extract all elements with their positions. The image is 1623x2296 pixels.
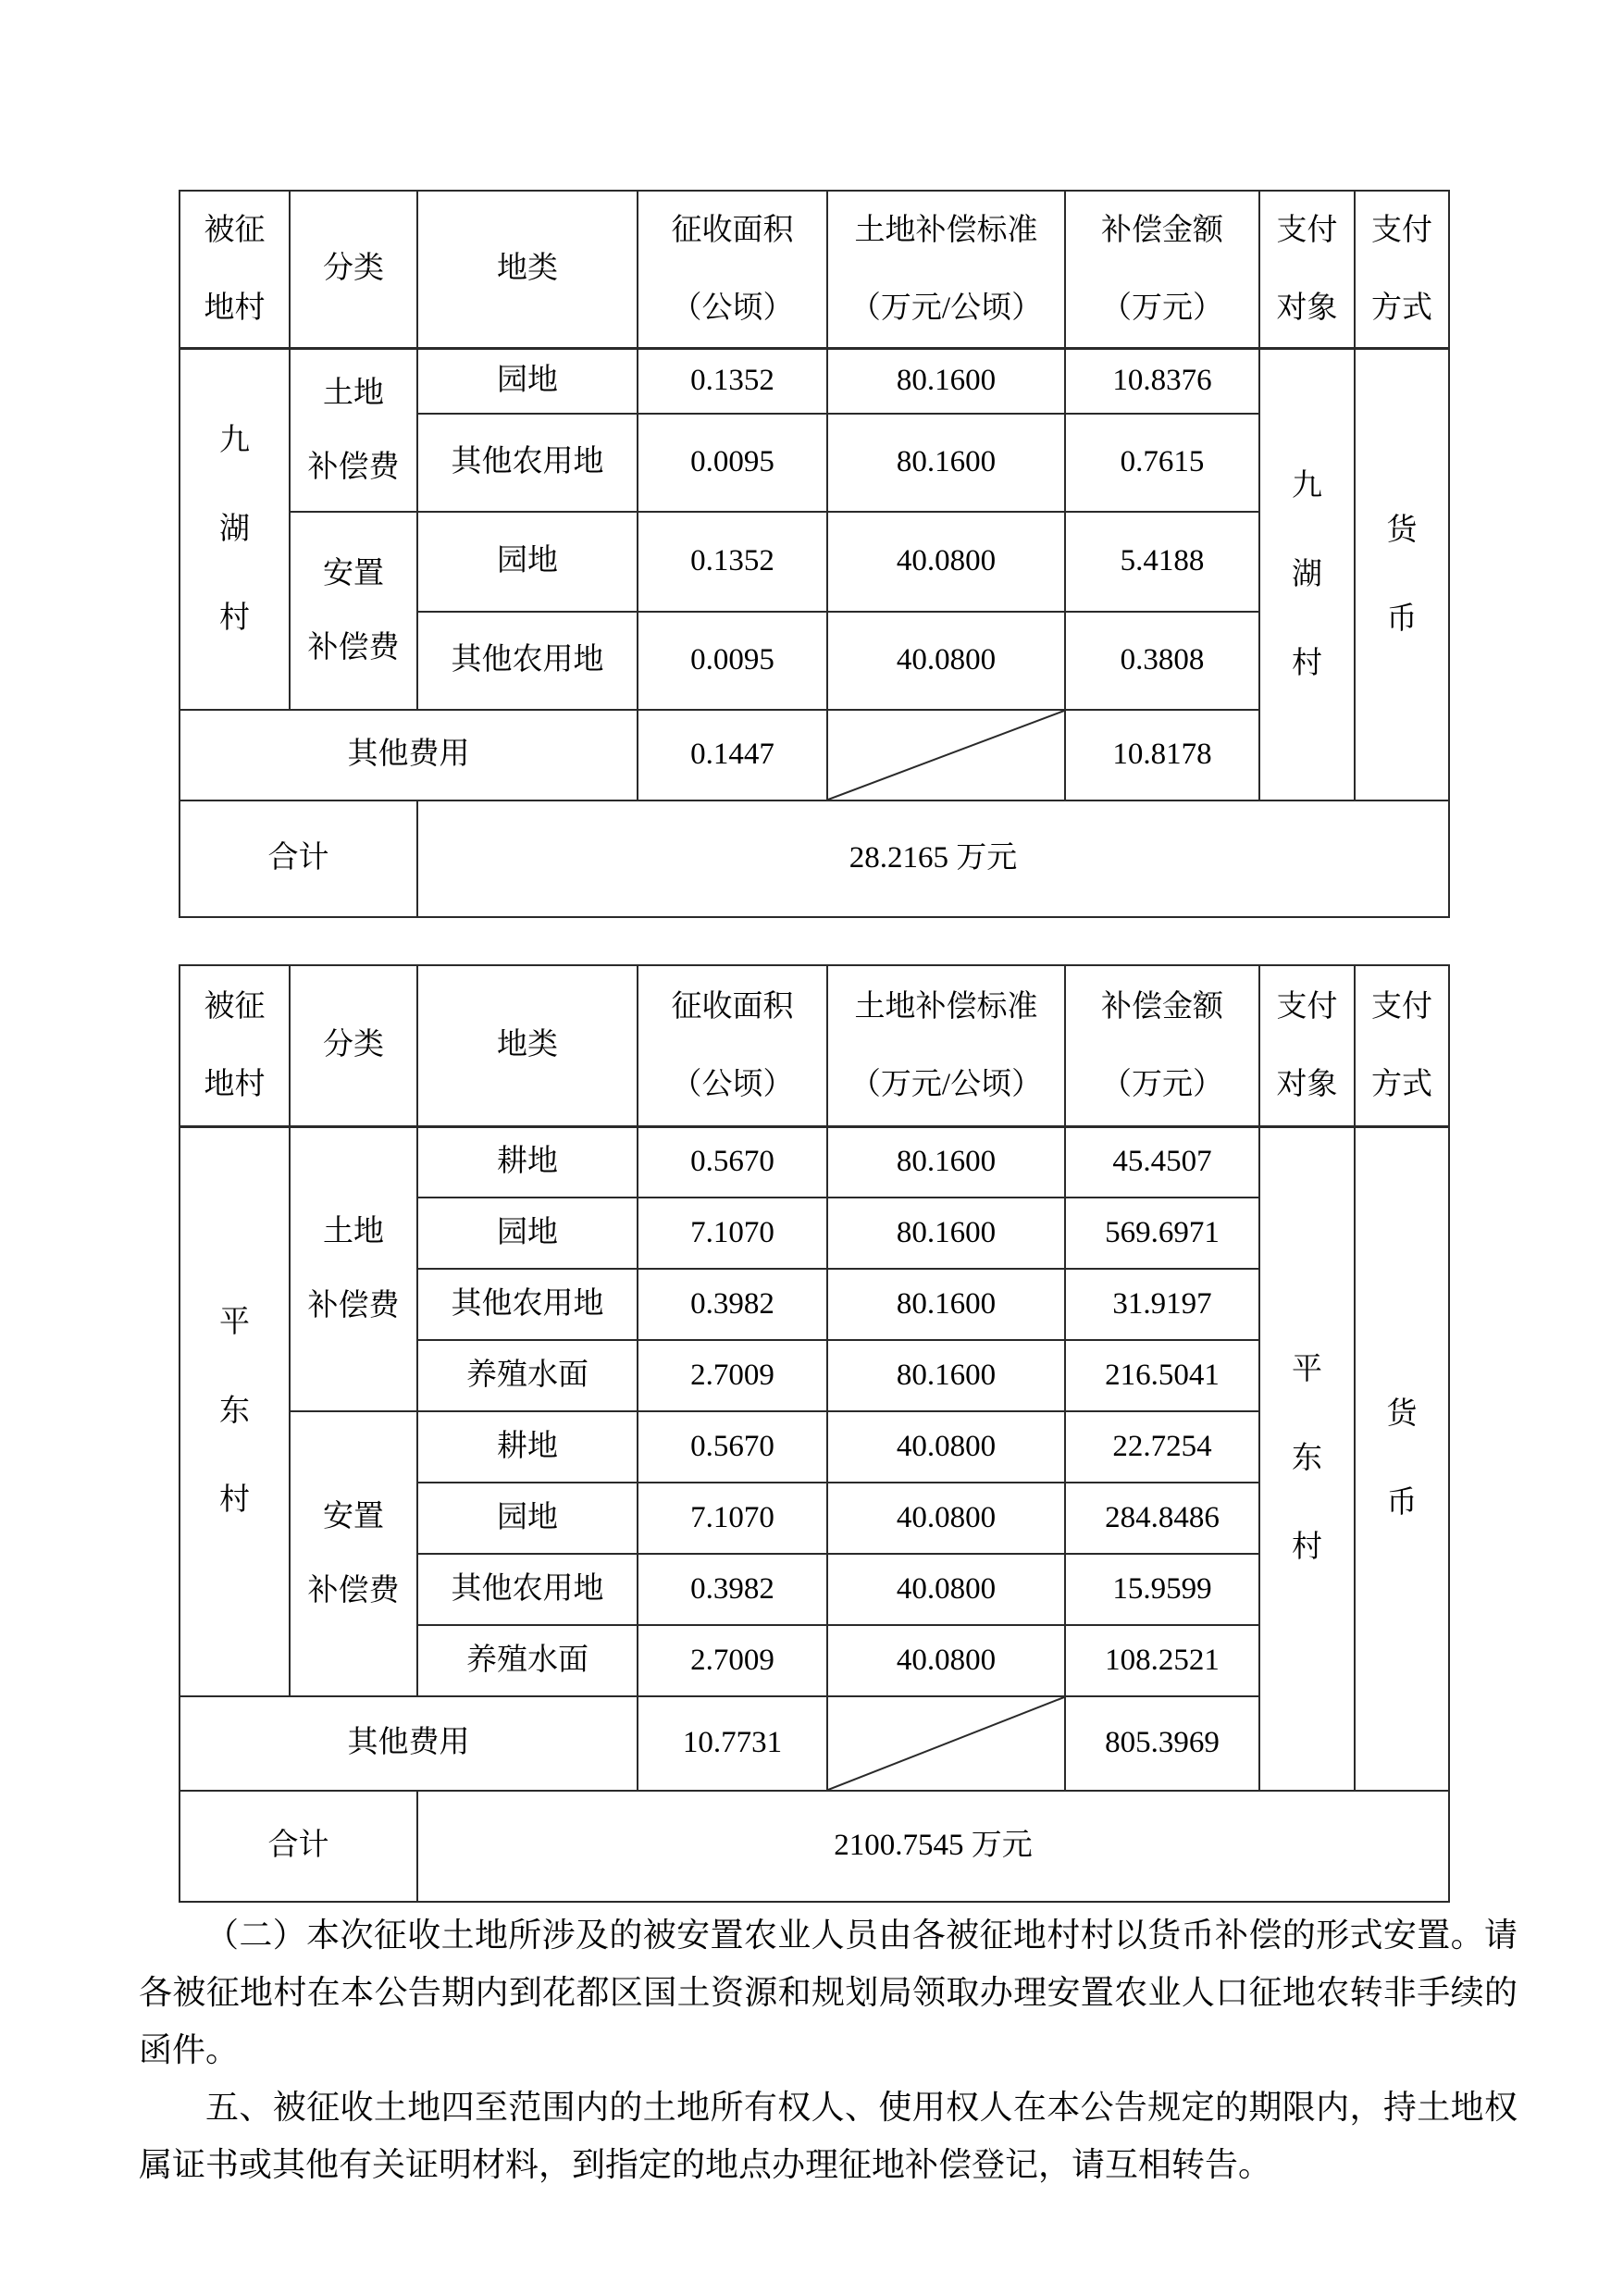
standard-cell: 40.0800 [827, 512, 1065, 612]
header-area: 征收面积 （公顷） [638, 965, 827, 1126]
diagonal-slash-cell [827, 1696, 1065, 1791]
village-name-cell: 平 东 村 [180, 1126, 290, 1696]
standard-cell: 80.1600 [827, 1198, 1065, 1269]
land-type-cell: 养殖水面 [417, 1340, 638, 1411]
area-cell: 7.1070 [638, 1483, 827, 1554]
standard-cell: 40.0800 [827, 1483, 1065, 1554]
area-cell: 7.1070 [638, 1198, 827, 1269]
diagonal-slash [828, 1697, 1064, 1790]
amount-cell: 284.8486 [1065, 1483, 1259, 1554]
standard-cell: 80.1600 [827, 349, 1065, 414]
table-header-row [180, 191, 1449, 349]
village-name-cell: 九 湖 村 [180, 349, 290, 710]
total-value: 2100.7545 万元 [417, 1791, 1449, 1902]
land-type-cell: 其他农用地 [417, 414, 638, 512]
area-cell: 0.0095 [638, 612, 827, 710]
other-fee-area: 10.7731 [638, 1696, 827, 1791]
area-cell: 0.0095 [638, 414, 827, 512]
payee-cell: 平 东 村 [1259, 1126, 1355, 1791]
header-amount: 补偿金额 （万元） [1065, 965, 1259, 1126]
area-cell: 0.5670 [638, 1411, 827, 1483]
amount-cell: 15.9599 [1065, 1554, 1259, 1625]
payment-method-cell: 货 币 [1355, 349, 1449, 800]
compensation-table-pingdong [179, 964, 1450, 1903]
payment-method-cell: 货 币 [1355, 1126, 1449, 1791]
amount-cell: 5.4188 [1065, 512, 1259, 612]
header-category: 分类 [290, 191, 417, 349]
paragraph-registration-notice: 五、被征收土地四至范围内的土地所有权人、使用权人在本公告规定的期限内，持土地权属证书或其他有关证明材料，到指定的地点办理征地补偿登记，请互相转告。 [139, 2089, 1518, 2183]
header-category: 分类 [290, 965, 417, 1126]
header-area: 征收面积 （公顷） [638, 191, 827, 349]
header-village: 被征 地村 [180, 965, 290, 1126]
category-resettlement: 安置 补偿费 [290, 1411, 417, 1696]
area-cell: 2.7009 [638, 1340, 827, 1411]
land-type-cell: 园地 [417, 1483, 638, 1554]
payee-cell: 九 湖 村 [1259, 349, 1355, 800]
standard-cell: 40.0800 [827, 1411, 1065, 1483]
other-fee-label: 其他费用 [180, 1696, 638, 1791]
land-type-cell: 园地 [417, 1198, 638, 1269]
other-fee-area: 0.1447 [638, 710, 827, 800]
land-type-cell: 耕地 [417, 1126, 638, 1198]
header-standard: 土地补偿标准 （万元/公顷） [827, 965, 1065, 1126]
land-type-cell: 其他农用地 [417, 1554, 638, 1625]
area-cell: 0.3982 [638, 1269, 827, 1340]
land-type-cell: 耕地 [417, 1411, 638, 1483]
amount-cell: 31.9197 [1065, 1269, 1259, 1340]
area-cell: 2.7009 [638, 1625, 827, 1696]
header-village: 被征 地村 [180, 191, 290, 349]
total-value: 28.2165 万元 [417, 800, 1449, 917]
compensation-table-jiuhu [179, 190, 1450, 918]
standard-cell: 40.0800 [827, 612, 1065, 710]
category-land-compensation: 土地 补偿费 [290, 349, 417, 512]
category-land-compensation: 土地 补偿费 [290, 1126, 417, 1411]
header-payee: 支付 对象 [1259, 965, 1355, 1126]
standard-cell: 40.0800 [827, 1554, 1065, 1625]
other-fee-amount: 10.8178 [1065, 710, 1259, 800]
area-cell: 0.1352 [638, 512, 827, 612]
header-method: 支付 方式 [1355, 191, 1449, 349]
land-type-cell: 养殖水面 [417, 1625, 638, 1696]
standard-cell: 80.1600 [827, 1340, 1065, 1411]
total-label: 合计 [180, 800, 417, 917]
standard-cell: 80.1600 [827, 1269, 1065, 1340]
standard-cell: 40.0800 [827, 1625, 1065, 1696]
table-row [180, 1411, 1449, 1483]
table-header-row [180, 965, 1449, 1126]
table-row [180, 512, 1449, 612]
diagonal-slash-cell [827, 710, 1065, 800]
area-cell: 0.1352 [638, 349, 827, 414]
land-type-cell: 园地 [417, 512, 638, 612]
amount-cell: 0.3808 [1065, 612, 1259, 710]
other-fee-amount: 805.3969 [1065, 1696, 1259, 1791]
header-amount: 补偿金额 （万元） [1065, 191, 1259, 349]
total-row [180, 800, 1449, 917]
header-land-type: 地类 [417, 191, 638, 349]
land-type-cell: 园地 [417, 349, 638, 414]
area-cell: 0.3982 [638, 1554, 827, 1625]
land-type-cell: 其他农用地 [417, 1269, 638, 1340]
total-row [180, 1791, 1449, 1902]
standard-cell: 80.1600 [827, 414, 1065, 512]
amount-cell: 108.2521 [1065, 1625, 1259, 1696]
amount-cell: 22.7254 [1065, 1411, 1259, 1483]
category-resettlement: 安置 补偿费 [290, 512, 417, 710]
other-fee-label: 其他费用 [180, 710, 638, 800]
header-land-type: 地类 [417, 965, 638, 1126]
header-method: 支付 方式 [1355, 965, 1449, 1126]
standard-cell: 80.1600 [827, 1126, 1065, 1198]
land-type-cell: 其他农用地 [417, 612, 638, 710]
amount-cell: 10.8376 [1065, 349, 1259, 414]
header-standard: 土地补偿标准 （万元/公顷） [827, 191, 1065, 349]
other-fee-row [180, 1696, 1449, 1791]
amount-cell: 45.4507 [1065, 1126, 1259, 1198]
table-row [180, 1126, 1449, 1198]
diagonal-slash [828, 711, 1064, 800]
notice-text-block [139, 1906, 1518, 2193]
header-payee: 支付 对象 [1259, 191, 1355, 349]
paragraph-resettlement-notice: （二）本次征收土地所涉及的被安置农业人员由各被征地村村以货币补偿的形式安置。请各被征地村在本公告期内到花都区国土资源和规划局领取办理安置农业人口征地农转非手续的函件。 [139, 1917, 1518, 2068]
total-label: 合计 [180, 1791, 417, 1902]
other-fee-row [180, 710, 1449, 800]
amount-cell: 216.5041 [1065, 1340, 1259, 1411]
table-row [180, 349, 1449, 414]
amount-cell: 569.6971 [1065, 1198, 1259, 1269]
area-cell: 0.5670 [638, 1126, 827, 1198]
amount-cell: 0.7615 [1065, 414, 1259, 512]
